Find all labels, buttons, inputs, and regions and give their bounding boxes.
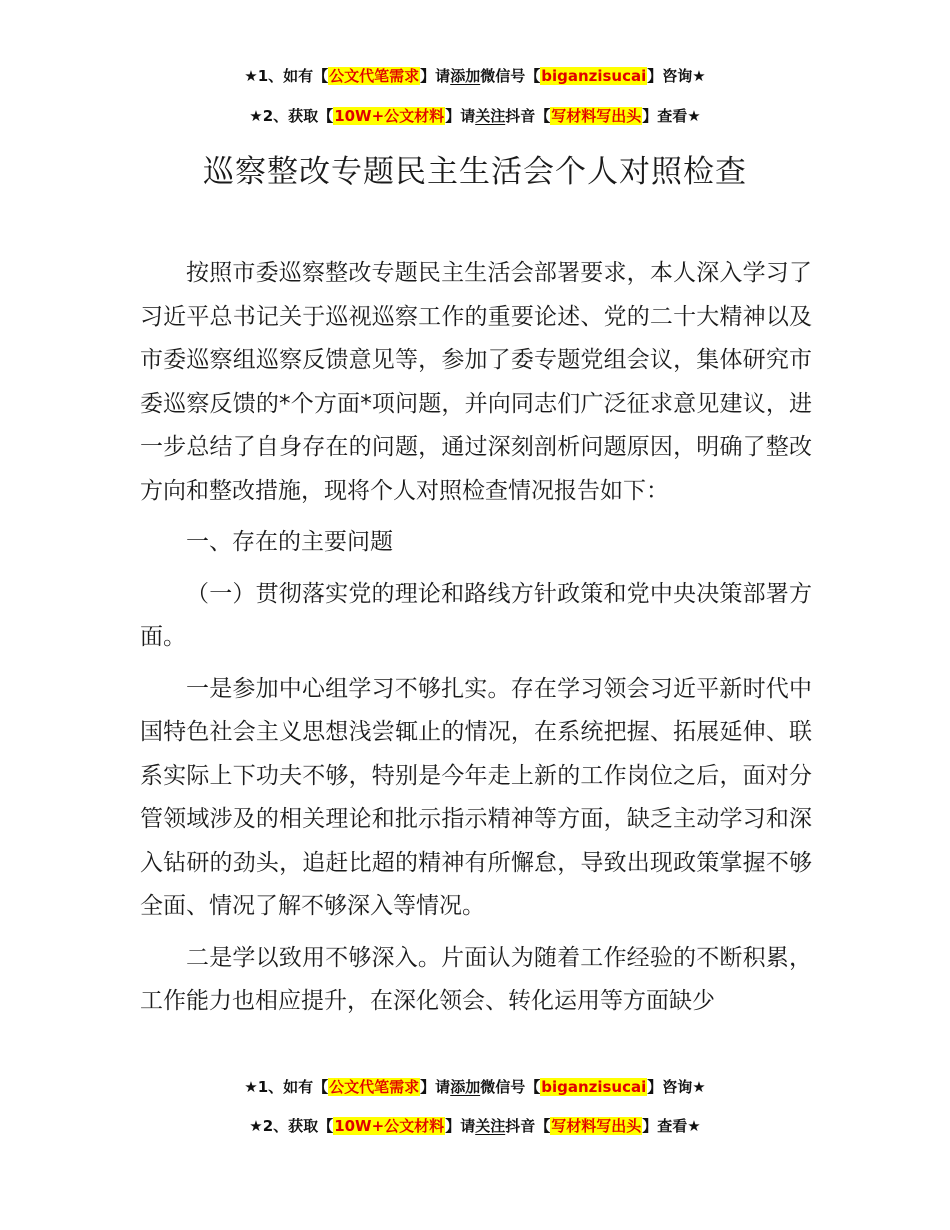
banner-highlight-douyin: 写材料写出头 <box>551 1117 642 1135</box>
banner-text: 微信号【 <box>480 1078 541 1096</box>
subsection-heading: （一）贯彻落实党的理论和路线方针政策和党中央决策部署方面。 <box>140 580 812 650</box>
banner-text: 抖音【 <box>505 1117 551 1135</box>
banner-highlight: 公文代笔需求 <box>329 1078 420 1096</box>
banner-highlight: 公文代笔需求 <box>329 67 420 85</box>
banner-suffix: 】咨询★ <box>647 67 706 85</box>
banner-text: 】请 <box>420 1078 451 1096</box>
banner-highlight-wechat-id: biganzisucai <box>541 67 647 85</box>
banner-prefix: ★2、获取【 <box>249 1117 334 1135</box>
banner-text: 】请 <box>445 107 476 125</box>
banner-text: 微信号【 <box>480 67 541 85</box>
banner-prefix: ★1、如有【 <box>244 67 329 85</box>
banner-underlined: 关注 <box>475 1117 506 1135</box>
banner-text: 】请 <box>445 1117 476 1135</box>
document-title: 巡察整改专题民主生活会个人对照检查 <box>203 154 747 190</box>
banner-prefix: ★2、获取【 <box>249 107 334 125</box>
banner-suffix: 】查看★ <box>642 1117 701 1135</box>
document-body <box>140 252 812 1032</box>
section-heading: 一、存在的主要问题 <box>186 529 393 555</box>
promo-banner-bottom-line2 <box>0 1116 950 1136</box>
banner-highlight: 10W+公文材料 <box>334 1117 445 1135</box>
paragraph-point-1: 一是参加中心组学习不够扎实。存在学习领会习近平新时代中国特色社会主义思想浅尝辄止的情况，在系统把握、拓展延伸、联系实际上下功夫不够，特别是今年走上新的工作岗位之后，面对分管领域涉及的相关理论和批示指示精神等方面，缺乏主动学习和深入钻研的劲头，追赶比超的精神有所懈怠，导致出现政策掌握不够全面、情况了解不够深入等情况。 <box>140 675 812 919</box>
banner-text: 】请 <box>420 67 451 85</box>
promo-banner-top-line1 <box>0 66 950 86</box>
banner-prefix: ★1、如有【 <box>244 1078 329 1096</box>
banner-suffix: 】查看★ <box>642 107 701 125</box>
banner-suffix: 】咨询★ <box>647 1078 706 1096</box>
banner-underlined: 添加 <box>450 1078 481 1096</box>
banner-underlined: 关注 <box>475 107 506 125</box>
banner-highlight-douyin: 写材料写出头 <box>551 107 642 125</box>
promo-banner-top-line2 <box>0 106 950 126</box>
banner-highlight: 10W+公文材料 <box>334 107 445 125</box>
paragraph-intro: 按照市委巡察整改专题民主生活会部署要求，本人深入学习了习近平总书记关于巡视巡察工作的重要论述、党的二十大精神以及市委巡察组巡察反馈意见等，参加了委专题党组会议，集体研究市委巡察反馈的*个方面*项问题，并向同志们广泛征求意见建议，进一步总结了自身存在的问题，通过深刻剖析问题原因，明确了整改方向和整改措施，现将个人对照检查情况报告如下： <box>140 260 812 504</box>
paragraph-point-2: 二是学以致用不够深入。片面认为随着工作经验的不断积累，工作能力也相应提升，在深化领会、转化运用等方面缺少 <box>140 944 812 1014</box>
banner-text: 抖音【 <box>505 107 551 125</box>
banner-highlight-wechat-id: biganzisucai <box>541 1078 647 1096</box>
promo-banner-bottom-line1 <box>0 1077 950 1097</box>
banner-underlined: 添加 <box>450 67 481 85</box>
